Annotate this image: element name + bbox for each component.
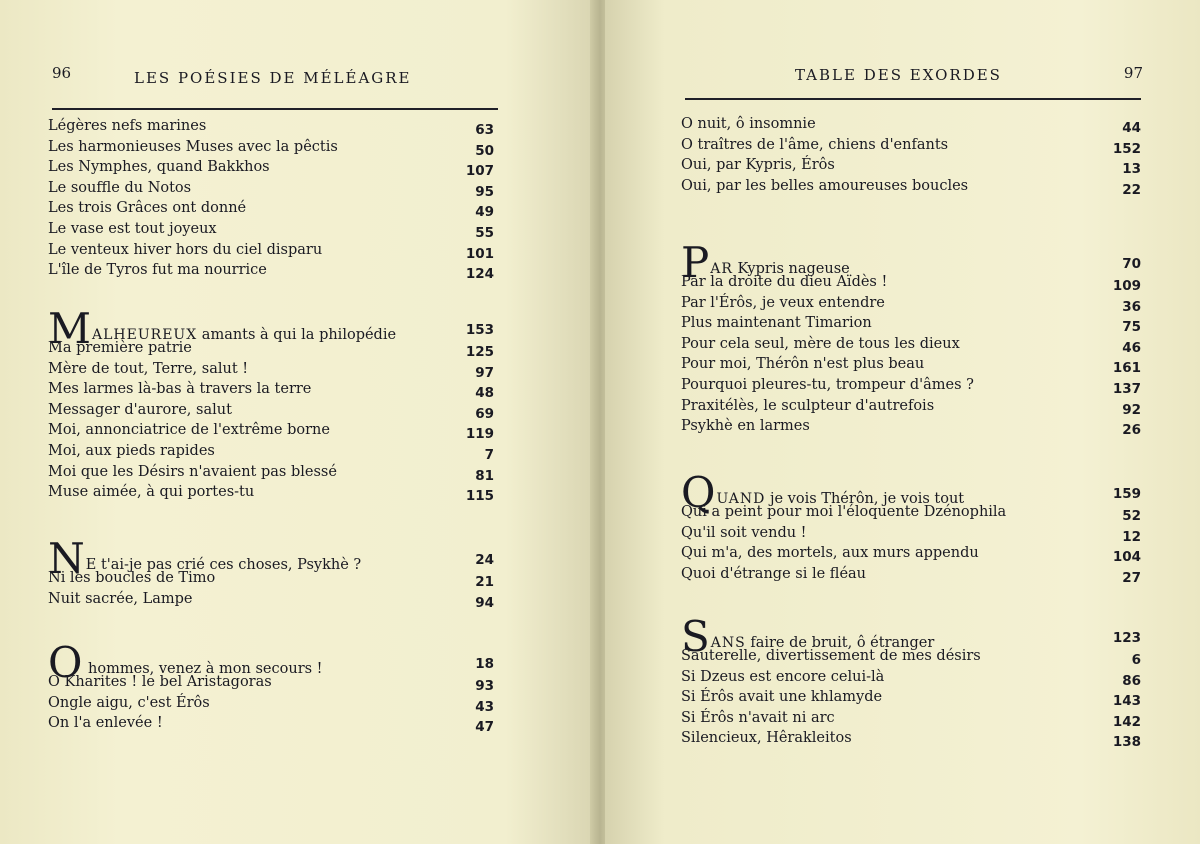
index-entry: Mes larmes là-bas à travers la terre 48 bbox=[48, 381, 494, 402]
index-entry: Moi, annonciatrice de l'extrême borne 119 bbox=[48, 422, 494, 443]
index-entry: Le souffle du Notos 95 bbox=[48, 179, 494, 200]
index-entry-initial: QUAND je vois Thérôn, je vois tout 159 bbox=[681, 468, 1141, 517]
index-group-n bbox=[48, 536, 494, 611]
head-rule-left bbox=[52, 108, 498, 110]
index-entry: On l'a enlevée ! 47 bbox=[48, 715, 494, 736]
index-entry: Le venteux hiver hors du ciel disparu 101 bbox=[48, 241, 494, 262]
index-entry: Qui a peint pour moi l'éloquente Dzénophila 52 bbox=[681, 504, 1141, 524]
left-page bbox=[0, 0, 595, 844]
index-entry: Légères nefs marines 63 bbox=[48, 118, 494, 138]
index-entry-initial: PAR Kypris nageuse 70 bbox=[681, 238, 1141, 287]
index-entry: Messager d'aurore, salut 69 bbox=[48, 401, 494, 422]
index-entry: Moi que les Désirs n'avaient pas blessé 81 bbox=[48, 463, 494, 484]
index-entry: Oui, par Kypris, Érôs 13 bbox=[681, 157, 1141, 178]
index-group-o bbox=[48, 640, 494, 736]
index-entry: Moi, aux pieds rapides 7 bbox=[48, 442, 494, 463]
index-group-s bbox=[681, 614, 1141, 751]
index-group-o-cont bbox=[681, 116, 1141, 198]
index-entry: O traîtres de l'âme, chiens d'enfants 152 bbox=[681, 136, 1141, 157]
index-entry: Qu'il soit vendu ! 12 bbox=[681, 524, 1141, 545]
index-group-l bbox=[48, 118, 494, 283]
index-entry-initial: O hommes, venez à mon secours ! 18 bbox=[48, 638, 494, 687]
index-entry: Mère de tout, Terre, salut ! 97 bbox=[48, 360, 494, 381]
index-group-m bbox=[48, 306, 494, 505]
index-entry: Si Dzeus est encore celui-là 86 bbox=[681, 668, 1141, 689]
index-entry: Qui m'a, des mortels, aux murs appendu 104 bbox=[681, 545, 1141, 566]
index-entry: Silencieux, Hêrakleitos 138 bbox=[681, 730, 1141, 751]
head-rule-right bbox=[685, 98, 1141, 100]
index-entry: Ongle aigu, c'est Érôs 43 bbox=[48, 694, 494, 715]
drop-cap: M bbox=[48, 304, 92, 353]
index-entry: Si Érôs avait une khlamyde 143 bbox=[681, 689, 1141, 710]
drop-cap: P bbox=[681, 238, 710, 287]
index-entry: Par la droite du dieu Aïdès ! 109 bbox=[681, 274, 1141, 294]
index-entry: Oui, par les belles amoureuses boucles 22 bbox=[681, 177, 1141, 198]
index-entry: Pour cela seul, mère de tous les dieux 46 bbox=[681, 335, 1141, 356]
index-entry: L'île de Tyros fut ma nourrice 124 bbox=[48, 262, 494, 283]
index-entry: Ni les boucles de Timo 21 bbox=[48, 570, 494, 590]
index-entry: Les Nymphes, quand Bakkhos 107 bbox=[48, 159, 494, 180]
index-entry: Pourquoi pleures-tu, trompeur d'âmes ? 137 bbox=[681, 376, 1141, 397]
index-entry-initial: NE t'ai-je pas crié ces choses, Psykhè ? 24 bbox=[48, 534, 494, 583]
index-entry: Quoi d'étrange si le fléau 27 bbox=[681, 565, 1141, 586]
index-entry: Praxitélès, le sculpteur d'autrefois 92 bbox=[681, 397, 1141, 418]
index-entry: Muse aimée, à qui portes-tu 115 bbox=[48, 484, 494, 505]
index-entry: Ma première patrie 125 bbox=[48, 340, 494, 360]
index-entry: Plus maintenant Timarion 75 bbox=[681, 315, 1141, 336]
drop-cap: N bbox=[48, 534, 85, 583]
drop-cap: S bbox=[681, 612, 710, 661]
index-entry: Sauterelle, divertissement de mes désirs 6 bbox=[681, 648, 1141, 668]
index-entry: Psykhè en larmes 26 bbox=[681, 418, 1141, 439]
index-entry: Le vase est tout joyeux 55 bbox=[48, 220, 494, 241]
index-entry: Si Érôs n'avait ni arc 142 bbox=[681, 709, 1141, 730]
drop-cap: Q bbox=[681, 468, 716, 517]
index-group-q bbox=[681, 470, 1141, 586]
drop-cap: O bbox=[48, 638, 83, 687]
index-group-p bbox=[681, 240, 1141, 439]
index-entry: O Kharites ! le bel Aristagoras 93 bbox=[48, 674, 494, 694]
index-entry-initial: MALHEUREUX amants à qui la philopédie 153 bbox=[48, 304, 494, 353]
right-page bbox=[605, 0, 1200, 844]
page-number-left: 96 bbox=[52, 64, 72, 82]
index-entry: O nuit, ô insomnie 44 bbox=[681, 116, 1141, 136]
running-title-left: LES POÉSIES DE MÉLÉAGRE bbox=[134, 69, 412, 87]
index-entry: Par l'Érôs, je veux entendre 36 bbox=[681, 294, 1141, 315]
index-entry: Les trois Grâces ont donné 49 bbox=[48, 200, 494, 221]
running-title-right: TABLE DES EXORDES bbox=[795, 66, 1002, 84]
index-entry: Les harmonieuses Muses avec la pêctis 50 bbox=[48, 138, 494, 159]
page-number-right: 97 bbox=[1123, 64, 1143, 82]
index-entry: Nuit sacrée, Lampe 94 bbox=[48, 590, 494, 611]
index-entry: Pour moi, Thérôn n'est plus beau 161 bbox=[681, 356, 1141, 377]
index-entry-initial: SANS faire de bruit, ô étranger 123 bbox=[681, 612, 1141, 661]
